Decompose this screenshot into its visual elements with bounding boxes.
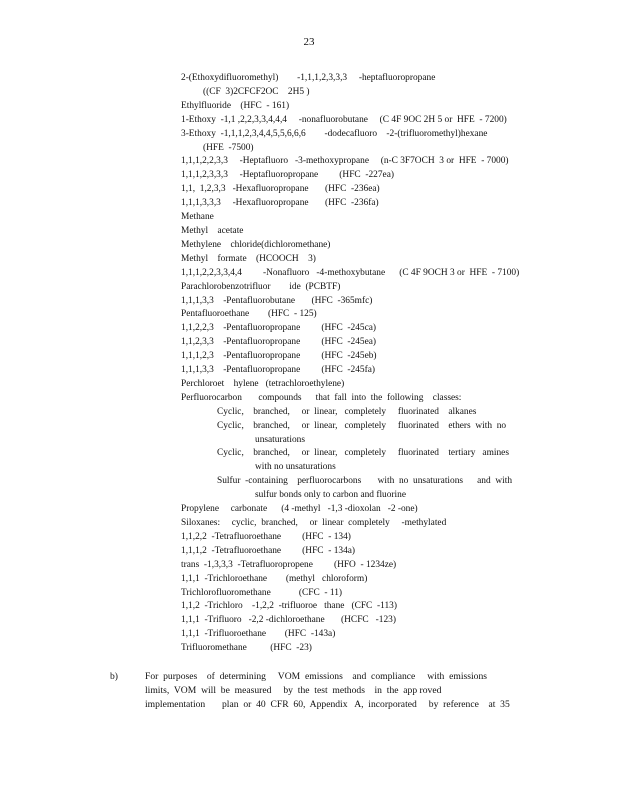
perfluorocarbon-class (181, 475, 561, 503)
perfluorocarbon-class (181, 447, 561, 475)
perfluorocarbon-class-continuation: unsaturations (255, 434, 305, 445)
perfluorocarbon-class-continuation: sulfur bonds only to carbon and fluorine (255, 490, 407, 501)
list-item: 1,1,1,2,2,3,3,4,4 -Nonafluoro -4-methoxybutane (C 4F 9OCH 3 or HFE - 7100) (181, 267, 520, 278)
list-item: 1,1,1 -Trifluoro -2,2 -dichloroethane (HCFC -123) (181, 615, 396, 626)
perfluorocarbon-class-text: Sulfur -containing perfluorocarbons with no unsaturations and with (217, 476, 513, 487)
list-item: Siloxanes: cyclic, branched, or linear completely -methylated (181, 518, 447, 528)
list-item: 1,1,1,3,3 -Pentafluoropropane (HFC -245fa) (181, 365, 375, 376)
exempt-compound-list (181, 72, 561, 656)
list-item: 1,1,2,3,3 -Pentafluoropropane (HFC -245ea) (181, 337, 377, 348)
list-item: 1-Ethoxy -1,1 ,2,2,3,3,4,4,4 -nonafluorobutane (C 4F 9OC 2H 5 or HFE - 7200) (181, 114, 507, 125)
list-item-continuation: (HFE -7500) (203, 142, 254, 153)
list-item: Pentafluoroethane (HFC - 125) (181, 309, 317, 320)
list-item: 2-(Ethoxydifluoromethyl) -1,1,1,2,3,3,3 -heptafluoropropane (181, 73, 436, 83)
perfluorocarbon-class-text: Cyclic, branched, or linear, completely fluorinated tertiary amines (217, 448, 509, 459)
perfluorocarbon-class-continuation: with no unsaturations (255, 462, 336, 473)
list-item: 1,1,1 -Trichloroethane (methyl chloroform) (181, 573, 368, 584)
list-item: 1,1,2 -Trichloro -1,2,2 -trifluoroe thane (CFC -113) (181, 601, 397, 612)
perfluorocarbon-class (181, 420, 561, 448)
list-item: trans -1,3,3,3 -Tetrafluoropropene (HFO - 1234ze) (181, 559, 397, 570)
paragraph-line: implementation plan or 40 CFR 60, Appendix A, incorporated by reference at 35 (145, 699, 510, 711)
paragraph-body (145, 670, 550, 713)
list-item: 1,1,1,2 -Tetrafluoroethane (HFC - 134a) (181, 545, 356, 556)
list-item: Methylene chloride(dichloromethane) (181, 239, 331, 250)
list-item: Methane (181, 212, 214, 223)
list-item: 1,1,1,2,2,3,3 -Heptafluoro -3-methoxypropane (n-C 3F7OCH 3 or HFE - 7000) (181, 156, 509, 167)
list-item: Ethylfluoride (HFC - 161) (181, 100, 290, 111)
paragraph-line: For purposes of determining VOM emissions and compliance with emissions (145, 671, 487, 682)
page-number: 23 (303, 36, 315, 48)
paragraph-b (110, 670, 550, 713)
paragraph-line: limits, VOM will be measured by the test methods in the app roved (145, 685, 442, 697)
list-item: 1,1,1,2,3 -Pentafluoropropane (HFC -245eb) (181, 351, 377, 362)
perfluorocarbon-class-text: Cyclic, branched, or linear, completely fluorinated ethers with no (217, 420, 507, 431)
list-item: Perchloroet hylene (tetrachloroethylene) (181, 378, 345, 389)
list-item: Trichlorofluoromethane (CFC - 11) (181, 587, 343, 598)
list-item: 1,1, 1,2,3,3 -Hexafluoropropane (HFC -236ea) (181, 184, 380, 195)
list-item: 1,1,1,2,3,3,3 -Heptafluoropropane (HFC -227ea) (181, 170, 394, 181)
list-item: 1,1,2,2 -Tetrafluoroethane (HFC - 134) (181, 531, 351, 542)
list-item: Propylene carbonate (4 -methyl -1,3 -dioxolan -2 -one) (181, 504, 418, 515)
perfluorocarbon-class (181, 406, 561, 420)
list-item: Trifluoromethane (HFC -23) (181, 643, 312, 654)
list-item: 1,1,1,3,3 -Pentafluorobutane (HFC -365mfc) (181, 295, 373, 306)
list-item: 1,1,2,2,3 -Pentafluoropropane (HFC -245ca) (181, 323, 377, 334)
list-item: Parachlorobenzotrifluor ide (PCBTF) (181, 281, 341, 292)
list-item: Perfluorocarbon compounds that fall into the following classes: (181, 392, 462, 403)
list-item-continuation: ((CF 3)2CFCF2OC 2H5 ) (203, 86, 310, 97)
list-item: 1,1,1 -Trifluoroethane (HFC -143a) (181, 629, 336, 640)
list-item: Methyl acetate (181, 225, 244, 236)
paragraph-label: b) (110, 671, 118, 682)
list-item: 1,1,1,3,3,3 -Hexafluoropropane (HFC -236fa) (181, 198, 379, 209)
list-item: 3-Ethoxy -1,1,1,2,3,4,4,5,5,6,6,6 -dodecafluoro -2-(trifluoromethyl)hexane (181, 128, 488, 139)
perfluorocarbon-class-text: Cyclic, branched, or linear, completely fluorinated alkanes (217, 406, 477, 417)
list-item: Methyl formate (HCOOCH 3) (181, 253, 316, 264)
